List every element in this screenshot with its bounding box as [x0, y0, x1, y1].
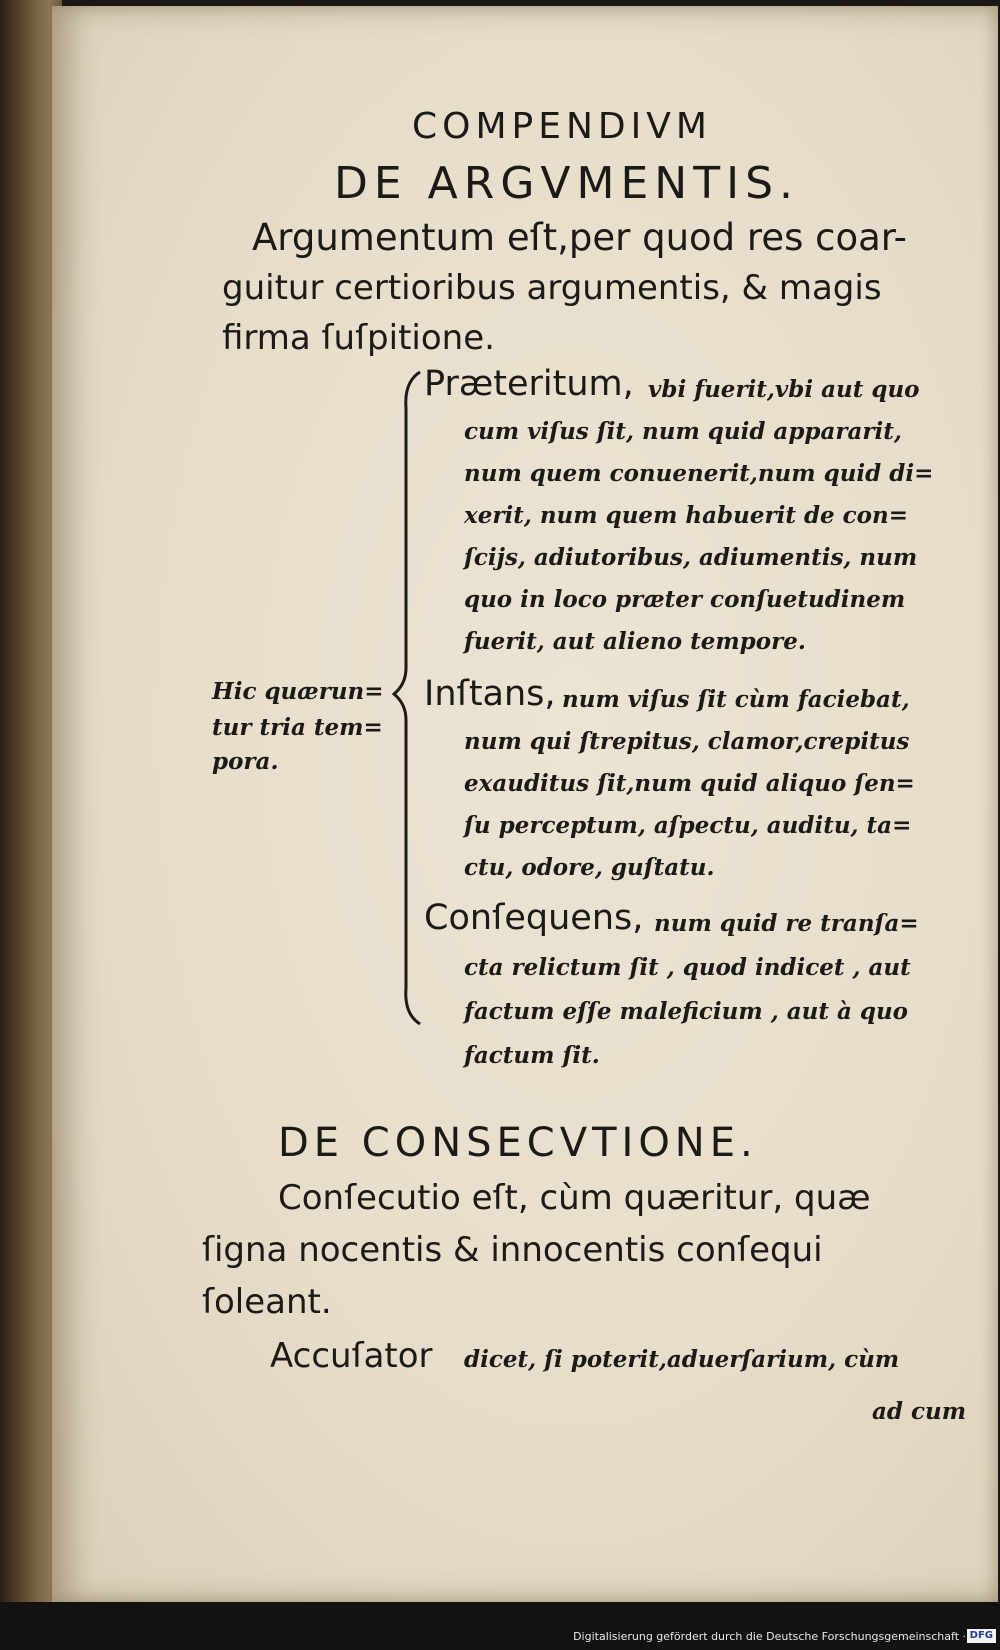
consecutio-line-2: ſigna nocentis & innocentis conſequi [202, 1230, 823, 1270]
praeteritum-line-2: cum viſus ſit, num quid appararit, [464, 418, 902, 445]
praeteritum-line-4: xerit, num quem habuerit de con= [464, 502, 909, 529]
footer-credit: Digitalisierung gefördert durch die Deutsche Forschungsgemeinschaft · [573, 1630, 966, 1643]
term-praeteritum: Præteritum, [424, 364, 634, 404]
instans-line-2: num qui ſtrepitus, clamor,crepitus [464, 728, 910, 755]
instans-line-5: ctu, odore, guſtatu. [464, 854, 715, 881]
consecutio-line-3: ſoleant. [202, 1282, 332, 1322]
consequens-line-4: factum ſit. [464, 1042, 600, 1069]
book-page [52, 6, 998, 1602]
section-title-consecutione: DE CONSECVTIONE. [278, 1120, 758, 1166]
consecutio-line-1: Conſecutio eſt, cùm quæritur, quæ [278, 1178, 871, 1218]
margin-note-line-1: Hic quærun= [212, 678, 384, 705]
consequens-line-2: cta relictum ſit , quod indicet , aut [464, 954, 911, 981]
instans-line-1: num viſus ſit cùm faciebat, [562, 686, 910, 713]
term-consequens: Conſequens, [424, 898, 644, 938]
instans-line-4: ſu perceptum, aſpectu, auditu, ta= [464, 812, 912, 839]
definition-line-3: firma ſuſpitione. [222, 318, 495, 358]
dfg-logo: DFG [967, 1629, 996, 1643]
instans-line-3: exauditus ſit,num quid aliquo ſen= [464, 770, 915, 797]
praeteritum-line-1: vbi fuerit,vbi aut quo [648, 376, 920, 403]
consequens-line-1: num quid re tranſa= [654, 910, 919, 937]
catchword: ad cum [872, 1398, 967, 1425]
section-title-argumentis: DE ARGVMENTIS. [334, 158, 799, 209]
praeteritum-line-7: fuerit, aut alieno tempore. [464, 628, 806, 655]
consequens-line-3: factum eſſe maleficium , aut à quo [464, 998, 909, 1025]
definition-line-1: Argumentum eſt,per quod res coar- [252, 216, 907, 259]
margin-note-line-2: tur tria tem= [212, 714, 383, 741]
term-instans: Inſtans, [424, 674, 556, 714]
praeteritum-line-3: num quem conuenerit,num quid di= [464, 460, 934, 487]
accusator-line-1: dicet, ſi poterit,aduerſarium, cùm [464, 1346, 900, 1373]
praeteritum-line-5: ſcijs, adiutoribus, adiumentis, num [464, 544, 918, 571]
definition-line-2: guitur certioribus argumentis, & magis [222, 268, 882, 308]
term-accusator: Accuſator [270, 1336, 433, 1376]
margin-note-line-3: pora. [212, 748, 279, 775]
running-heading: COMPENDIVM [412, 106, 712, 147]
praeteritum-line-6: quo in loco præter conſuetudinem [464, 586, 906, 613]
